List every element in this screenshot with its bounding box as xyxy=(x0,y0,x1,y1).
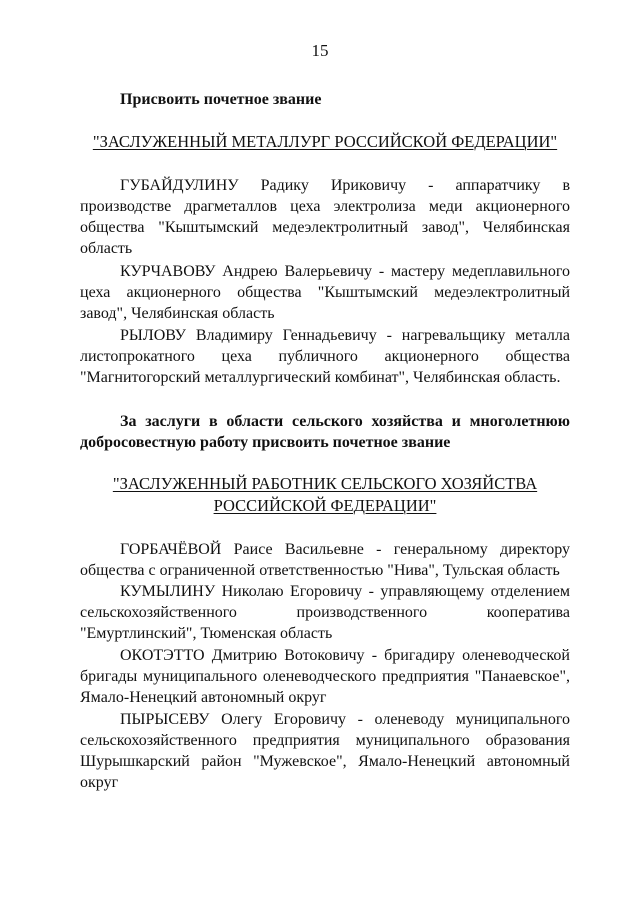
section1-recipient-1: ГУБАЙДУЛИНУ Радику Ириковичу - аппаратчику в производстве драгметаллов цеха электролиза меди акционерного общества "Кыштымский медеэлектролитный завод", Челябинская область xyxy=(80,177,570,257)
section2-recipient-1: ГОРБАЧЁВОЙ Раисе Васильевне - генеральному директору общества с ограниченной ответственностью "Нива", Тульская область xyxy=(80,541,570,579)
section2-heading: За заслуги в области сельского хозяйства и многолетнюю добросовестную работу присвоить почетное звание xyxy=(80,413,570,451)
section1-recipient-3: РЫЛОВУ Владимиру Геннадьевичу - нагревальщику металла листопрокатного цеха публичного акционерного общества "Магнитогорский металлургический комбинат", Челябинская область. xyxy=(80,327,570,386)
section2-recipient-2: КУМЫЛИНУ Николаю Егоровичу - управляющему отделением сельскохозяйственного производственного кооператива "Емуртлинский", Тюменская область xyxy=(80,583,570,642)
section1-heading: Присвоить почетное звание xyxy=(120,91,322,108)
section2-recipient-3: ОКОТЭТТО Дмитрию Вотоковичу - бригадиру оленеводческой бригады муниципального оленеводческого предприятия "Панаевское", Ямало-Ненецкий автономный округ xyxy=(80,647,570,706)
page-number: 15 xyxy=(311,41,329,60)
section2-recipient-4: ПЫРЫСЕВУ Олегу Егоровичу - оленеводу муниципального сельскохозяйственного предприятия муниципального образования Шурышкарский район "Мужевское", Ямало-Ненецкий автономный округ xyxy=(80,711,570,791)
section1-award-title: "ЗАСЛУЖЕННЫЙ МЕТАЛЛУРГ РОССИЙСКОЙ ФЕДЕРАЦИИ" xyxy=(92,132,558,151)
section1-recipient-2: КУРЧАВОВУ Андрею Валерьевичу - мастеру медеплавильного цеха акционерного общества "Кыштымский медеэлектролитный завод", Челябинская область xyxy=(80,263,570,322)
section2-award-title-line2: РОССИЙСКОЙ ФЕДЕРАЦИИ" xyxy=(213,496,437,515)
section2-award-title-line1: "ЗАСЛУЖЕННЫЙ РАБОТНИК СЕЛЬСКОГО ХОЗЯЙСТВА xyxy=(112,474,538,493)
